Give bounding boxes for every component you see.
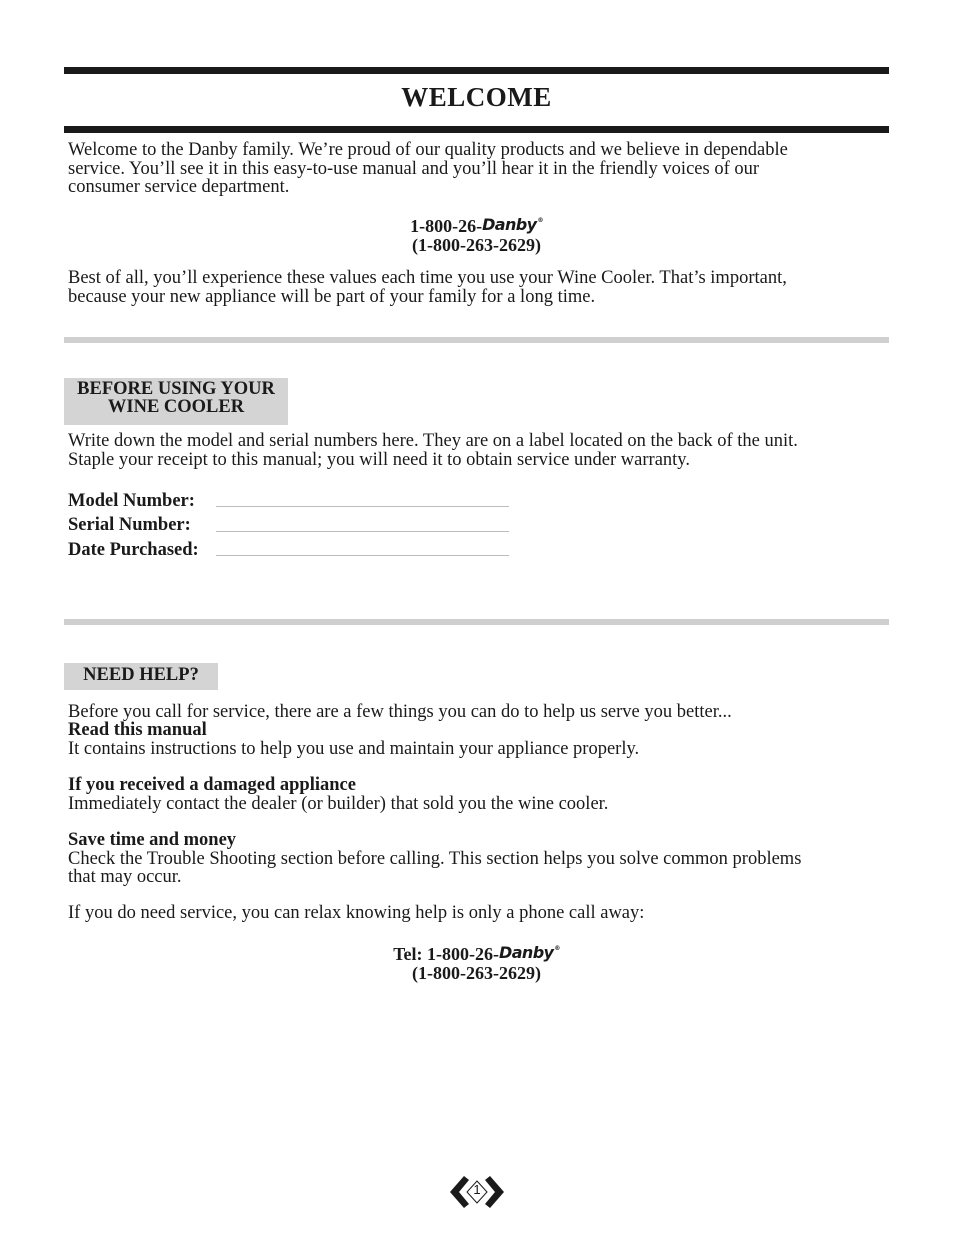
model-number-label: Model Number: (68, 491, 195, 511)
before-using-heading-line: WINE COOLER (107, 397, 245, 417)
tip-damaged-appliance (68, 776, 883, 813)
need-help-phone-block (64, 939, 889, 983)
instruction-line: Write down the model and serial numbers here. They are on a label located on the back of the unit. (68, 431, 798, 451)
tel-prefix: Tel: 1-800-26- (393, 944, 500, 964)
registered-mark: ® (537, 217, 543, 224)
title-underline-rule (64, 126, 889, 133)
need-help-heading: NEED HELP? (64, 663, 218, 690)
tip-title: Read this manual (68, 720, 207, 740)
page-number-marker (447, 1172, 507, 1212)
welcome-closing-line: because your new appliance will be part of your family for a long time. (68, 286, 596, 307)
need-help-closing: If you do need service, you can relax knowing help is only a phone call away: (68, 903, 645, 923)
serial-number-field[interactable] (216, 531, 509, 532)
before-using-heading-line: BEFORE USING YOUR (77, 379, 275, 399)
welcome-phone-numeric: (1-800-263-2629) (412, 235, 541, 255)
need-help-phone-numeric: (1-800-263-2629) (412, 963, 541, 983)
date-purchased-label: Date Purchased: (68, 540, 199, 560)
danby-logo-text: Danby (482, 215, 537, 234)
tip-text: It contains instructions to help you use and maintain your appliance properly. (68, 738, 640, 759)
date-purchased-field[interactable] (216, 555, 509, 556)
welcome-intro-line: consumer service department. (68, 177, 290, 197)
danby-logo-text: Danby (499, 943, 554, 962)
instruction-line: Staple your receipt to this manual; you will need it to obtain service under warranty. (68, 449, 690, 470)
tip-text: Check the Trouble Shooting section before calling. This section helps you solve common problems (68, 848, 802, 869)
welcome-intro (68, 141, 883, 197)
welcome-intro-line: Welcome to the Danby family. We’re proud of our quality products and we believe in dependable (68, 140, 788, 160)
tip-title: Save time and money (68, 830, 237, 850)
page-number: 1 (473, 1182, 481, 1197)
tip-read-manual (68, 721, 883, 758)
danby-logo (499, 939, 560, 962)
danby-logo (482, 211, 543, 234)
welcome-closing-line: Best of all, you’ll experience these values each time you use your Wine Cooler. That’s important, (68, 268, 787, 288)
page-title: WELCOME (401, 82, 552, 112)
tip-save-time (68, 831, 883, 887)
tip-text: Immediately contact the dealer (or builder) that sold you the wine cooler. (68, 793, 609, 814)
tip-text: that may occur. (68, 867, 182, 887)
welcome-phone-block (64, 211, 889, 255)
welcome-intro-line: service. You’ll see it in this easy-to-use manual and you’ll hear it in the friendly voices of our (68, 158, 760, 179)
section-divider (64, 337, 889, 343)
welcome-phone-prefix: 1-800-26- (410, 216, 483, 236)
before-using-instructions (68, 432, 883, 469)
top-rule (64, 67, 889, 74)
tip-title: If you received a damaged appliance (68, 775, 356, 795)
need-help-intro: Before you call for service, there are a few things you can do to help us serve you better... (68, 702, 732, 722)
welcome-closing (68, 269, 883, 306)
serial-number-label: Serial Number: (68, 515, 191, 535)
need-help-phone-brand-line (64, 939, 889, 964)
welcome-phone-brand-line (64, 211, 889, 236)
model-number-field[interactable] (216, 506, 509, 507)
before-using-heading (64, 378, 288, 425)
section-divider (64, 619, 889, 625)
registered-mark: ® (554, 945, 560, 952)
